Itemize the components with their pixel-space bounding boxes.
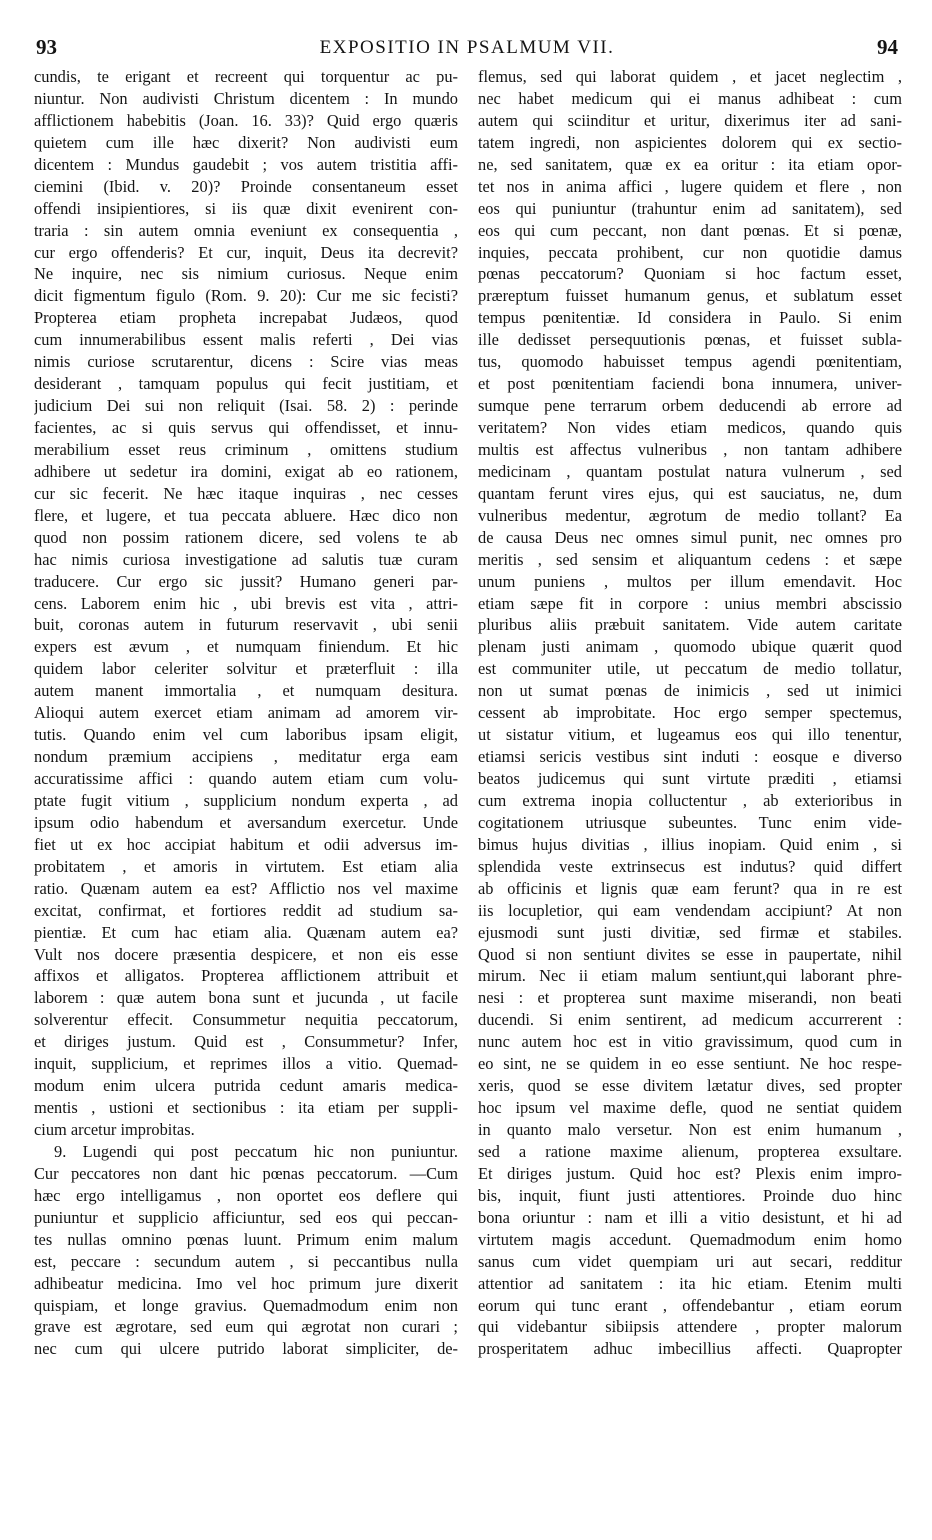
text-line: cium arcetur improbitas.: [34, 1120, 195, 1139]
text-line: sed a ratione maxime alienum, propterea exsultare.: [478, 1141, 902, 1161]
text-line: quispiam, et longe gravius. Quemadmodum enim non: [34, 1295, 458, 1315]
text-line: hac nimis curiosa investigatione ad salutis tuæ curam: [34, 549, 458, 569]
text-line: quidem labor celeriter solvitur et præterfluit : illa: [34, 659, 458, 679]
text-line: cens. Laborem enim hic , ubi brevis est vita , attri-: [34, 593, 458, 613]
text-line: nondum præmium accipiens , meditatur erga eam: [34, 747, 458, 767]
text-line: iis locupletior, qui eam vendendam accipiunt? At non: [478, 900, 902, 920]
text-line: traria : sin autem omnia eveniunt ex consequentia ,: [34, 220, 458, 240]
text-line: accuratissime affici : quando autem etiam cum volu-: [34, 769, 458, 788]
text-line: fiet ut ex hoc accipiat habitum et odii adversus im-: [34, 834, 458, 854]
text-line: prosperitatem adhuc imbecillius affecti. Quapropter: [478, 1339, 902, 1359]
text-line: laborem : quæ autem bona sunt et jucunda , ut facile: [34, 988, 458, 1008]
text-line: adhibeatur medicina. Imo vel hoc primum jure dixerit: [34, 1273, 458, 1293]
text-line: splendida veste extrinsecus est indutus? quid differt: [478, 856, 902, 876]
text-line: Cur peccatores non dant hic pœnas peccatorum. —Cum: [34, 1163, 458, 1183]
text-line: eo sint, ne se quidem in eo esse sentiunt. Ne hoc respe-: [478, 1054, 902, 1074]
text-line: mentis , ustioni et sectionibus : ita etiam per suppli-: [34, 1098, 458, 1118]
text-line: bis, inquit, fiunt justi attentiores. Proinde duo hinc: [478, 1185, 902, 1205]
text-line: de causa Deus nec omnes simul punit, nec omnes pro: [478, 527, 902, 547]
text-line: puniuntur et supplicio afficiuntur, sed eos qui peccan-: [34, 1207, 458, 1227]
page-number-left: 93: [36, 35, 57, 59]
text-line: Quod si non sentiunt divites se esse in paupertate, nihil: [478, 944, 902, 964]
text-line: ne, sed sanitatem, quæ ex ea oritur : ita etiam opor-: [478, 154, 902, 174]
page-number-right: 94: [877, 35, 898, 59]
text-line: niuntur. Non audivisti Christum dicentem : In mundo: [34, 88, 458, 108]
text-line: hoc ipsum vel maxime defle, quod ne sentiat quidem: [478, 1098, 902, 1118]
text-line: tet nos in anima affici , lugere quidem et flere , non: [478, 176, 902, 196]
text-line: autem qui sciinditur et uritur, dixerimus iter ad sani-: [478, 110, 902, 130]
text-line: etiam sæpe fit in corpore : unius membri abscissio: [478, 593, 902, 613]
text-line: multis est affectus vulneribus , non tantam adhibere: [478, 439, 902, 459]
text-line: et post pœnitentiam faciendi bona innumera, univer-: [478, 374, 902, 394]
text-line: quietem cum ille hæc dixerit? Non audivisti eum: [34, 132, 458, 152]
text-line: præreptum fuisset humanum genus, et sublatum esset: [478, 286, 902, 306]
text-line: eorum qui tunc erant , offendebantur , etiam eorum: [478, 1295, 902, 1315]
text-line: ducendi. Si enim sentirent, ad medicum accurrerent :: [478, 1010, 902, 1030]
text-line: cum innumerabilibus essent malis referti , Dei vias: [34, 330, 458, 350]
text-line: grave est ægrotare, sed eum qui ægrotat non curari ;: [34, 1317, 458, 1337]
text-line: modum enim ulcera putrida cedunt amaris medica-: [34, 1076, 458, 1096]
text-line: dicit figmentum figulo (Rom. 9. 20): Cur me sic fecisti?: [34, 286, 458, 306]
text-line: excitat, confirmat, et fortiores reddit ad studium sa-: [34, 900, 458, 920]
text-line: ratio. Quænam autem ea est? Afflictio nos vel maxime: [34, 878, 458, 898]
text-line: probitatem , et amoris in virtutem. Est etiam alia: [34, 856, 458, 876]
text-line: inquit, supplicium, et reprimes illos a vitio. Quemad-: [34, 1054, 458, 1074]
text-line: ejusmodi sunt justi divitiæ, sed firmæ et stabiles.: [478, 922, 902, 942]
text-line: dicentem : Mundus gaudebit ; vos autem tristitia affi-: [34, 154, 458, 174]
text-line: nec habet medicum qui ei manus adhibeat : cum: [478, 88, 902, 108]
text-line: ipsum odio habendum et aversandum exercetur. Unde: [34, 812, 458, 832]
text-line: 9. Lugendi qui post peccatum hic non puniuntur.: [54, 1141, 458, 1161]
text-line: Propterea etiam propheta increpabat Judæos, quod: [34, 308, 458, 328]
text-line: tatem ingredi, non aspicientes dolorem qui ex sectio-: [478, 132, 902, 152]
text-line: solverentur effecit. Consummetur nequitia peccatorum,: [34, 1010, 458, 1030]
text-line: in quanto malo versetur. Non est enim humanum ,: [478, 1120, 902, 1139]
text-line: cessent ab improbitate. Hoc ergo semper spectemus,: [478, 703, 902, 723]
text-line: tus, quomodo habuisset tempus agendi pœnitentiam,: [478, 352, 902, 372]
text-line: attentior ad sanitatem : ita hic etiam. Etenim multi: [478, 1273, 902, 1293]
text-line: ut sistatur vitium, et lugeamus eos qui illo tenentur,: [478, 725, 902, 745]
text-line: traducere. Cur ergo sic jussit? Humano generi par-: [34, 571, 458, 591]
text-line: eos qui puniuntur (trahuntur enim ad sanitatem), sed: [478, 198, 902, 218]
text-line: nunc autem hoc est in vitio gravissimum, quod cum in: [478, 1032, 902, 1052]
text-line: vulneribus medentur, ægrotum de medio tollant? Ea: [478, 505, 902, 525]
text-line: afflictionem habebitis (Joan. 16. 33)? Quid ergo quæris: [34, 110, 458, 130]
text-line: ab officinis et lignis quæ eam ferunt? qua in re est: [478, 878, 902, 898]
running-header: [30, 35, 904, 61]
text-line: flemus, sed qui laborat quidem , et jacet neglectim ,: [478, 67, 902, 86]
text-line: cogitationem utriusque subeuntes. Tunc enim vide-: [478, 812, 902, 832]
text-line: eos qui cum peccant, non dant pœnas. Et si pœnæ,: [478, 220, 902, 240]
text-line: bona oriuntur : nam et illi a vitio desistunt, et hi ad: [478, 1207, 902, 1227]
text-line: medicinam , quantam postulat natura vulnerum , sed: [478, 461, 902, 481]
text-line: virtutem magis accedunt. Quemadmodum enim homo: [478, 1229, 902, 1249]
text-line: sumque pene terrarum orbem deducendi ab errore ad: [478, 396, 902, 416]
text-line: Et diriges justum. Quid hoc est? Plexis enim impro-: [478, 1163, 902, 1183]
text-line: Alioqui autem exercet etiam animam ad amorem vir-: [34, 703, 458, 723]
text-line: Ne inquire, nec sis nimium curiosus. Neque enim: [34, 264, 458, 284]
text-line: tes nullas omnino pœnas luunt. Primum enim malum: [34, 1229, 458, 1249]
text-line: judicium Dei sui non reliquit (Isai. 58. 2) : perinde: [34, 396, 458, 416]
right-text-column: [478, 66, 902, 1506]
text-line: cur ergo offenderis? Et cur, inquit, Deus ita decrevit?: [34, 242, 458, 262]
text-line: tutis. Quando enim vel cum laboribus ipsam eligit,: [34, 725, 458, 745]
text-line: pientiæ. Et cum hac etiam alia. Quænam autem ea?: [34, 922, 458, 942]
text-line: est, peccare : secundum autem , si peccantibus nulla: [34, 1251, 458, 1271]
text-line: adhibere ut sedetur ira domini, exigat ab eo rationem,: [34, 461, 458, 481]
text-line: beatos judicemus qui sunt virtute præditi , etiamsi: [478, 769, 902, 788]
text-line: etiamsi sericis vestibus sint induti : eosque e diverso: [478, 747, 902, 767]
text-line: plenam justi animam , quomodo ubique quærit quod: [478, 637, 902, 657]
text-line: sanus cum videt quempiam uri aut secari, redditur: [478, 1251, 902, 1271]
text-line: buit, coronas autem in futurum reservavit , ubi senii: [34, 615, 458, 635]
text-line: facientes, ac si quis servus qui offendisset, et innu-: [34, 418, 458, 437]
text-line: meritis , sed sensim et aliquantum cedens : et sæpe: [478, 549, 902, 569]
text-line: pœnas peccatorum? Quoniam si hoc factum esset,: [478, 264, 902, 284]
left-text-column: [34, 66, 458, 1506]
text-line: quantam ferunt vires ejus, qui est sauciatus, ne, dum: [478, 483, 902, 503]
text-line: expers est ævum , et numquam finiendum. Et hic: [34, 637, 458, 657]
text-line: mirum. Nec ii etiam malum sentiunt,qui laborant phre-: [478, 966, 902, 986]
text-line: quod non possim rationem dicere, sed volens te ab: [34, 527, 458, 547]
text-line: offendi insipientiores, si iis quæ dixit evenirent con-: [34, 198, 458, 218]
text-line: hæc ergo intelligamus , non oportet eos deflere qui: [34, 1185, 458, 1205]
text-line: veritatem? Non vides etiam medicos, quando quis: [478, 418, 902, 437]
text-line: cur sic fecerit. Ne hæc itaque inquiras , nec cesses: [34, 483, 458, 503]
text-line: inquies, peccata prohibent, cur non quotidie damus: [478, 242, 902, 262]
text-line: desiderant , tamquam populus qui fecit justitiam, et: [34, 374, 458, 394]
text-line: tempus pœnitentiæ. Id considera in Paulo. Si enim: [478, 308, 902, 328]
text-line: autem manent immortalia , et numquam desitura.: [34, 681, 458, 701]
text-line: nimis curiose scrutarentur, dicens : Scire vias meas: [34, 352, 458, 372]
text-line: cum extrema inopia colluctentur , ab exterioribus in: [478, 790, 902, 810]
text-line: merabilium esset reus criminum , omittens studium: [34, 439, 458, 459]
text-line: xeris, quod se esse divitem lætatur dives, sed propter: [478, 1076, 902, 1096]
text-line: bimus hujus divitias , illius inopiam. Quid enim , si: [478, 834, 902, 854]
text-line: ciemini (Ibid. v. 20)? Proinde consentaneum esset: [34, 176, 458, 196]
text-line: et diriges justum. Quid est , Consummetur? Infer,: [34, 1032, 458, 1052]
text-line: affixos et alligatos. Propterea afflictionem attribuit et: [34, 966, 458, 986]
text-line: cundis, te erigant et recreent qui torquentur ac pu-: [34, 67, 458, 86]
text-line: unum puniens , multos per illum emendavit. Hoc: [478, 571, 902, 591]
text-line: non ut sumat pœnas de inimicis , sed ut inimici: [478, 681, 902, 701]
running-title: EXPOSITIO IN PSALMUM VII.: [319, 37, 615, 58]
text-line: Vult nos docere præsentia despicere, et non eis esse: [34, 944, 458, 964]
text-line: pluribus aliis præbuit sanitatem. Vide autem caritate: [478, 615, 902, 635]
text-line: ille dedisset persequutionis pœnas, et fuisset subla-: [478, 330, 902, 350]
text-line: ptate fugit vitium , supplicium nondum experta , ad: [34, 790, 458, 810]
text-line: nec cum qui ulcere putrido laborat simpliciter, de-: [34, 1339, 458, 1359]
text-line: nesi : et propterea sunt maxime miserandi, non beati: [478, 988, 902, 1008]
text-line: qui videbantur sibiipsis attendere , propter malorum: [478, 1317, 902, 1337]
text-line: est communiter utile, ut peccatum de medio tollatur,: [478, 659, 902, 679]
text-line: flere, et lugere, et tua peccata abluere. Hæc dico non: [34, 505, 458, 525]
